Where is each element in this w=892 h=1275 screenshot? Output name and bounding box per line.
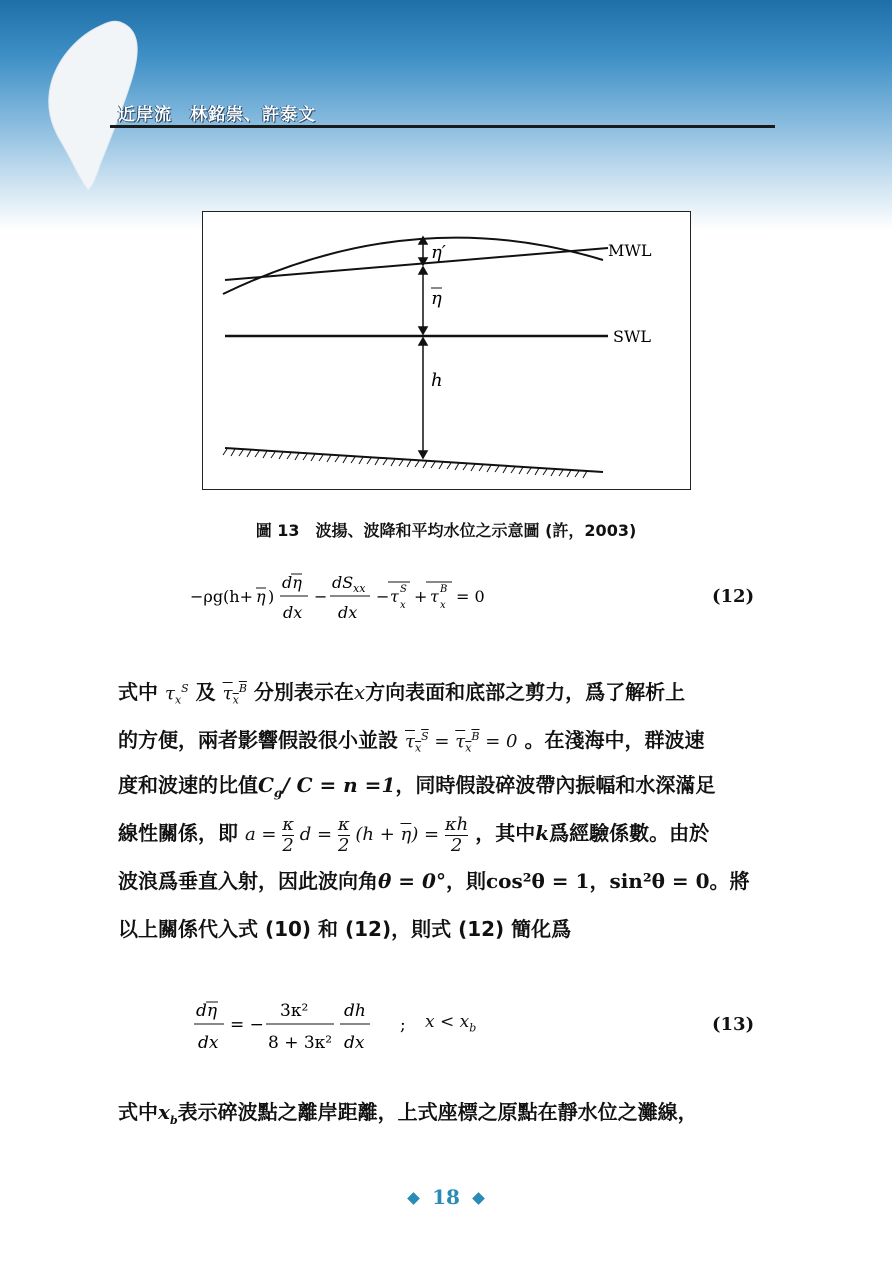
diamond-right-icon [472,1192,485,1205]
page-footer [0,1185,892,1209]
svg-text:xx: xx [353,582,366,595]
svg-text:x: x [400,600,406,611]
svg-text:dS: dS [332,573,354,592]
mwl-line [225,248,608,280]
svg-text:dx: dx [344,1033,365,1053]
svg-text:;: ; [400,1015,406,1035]
svg-text:dh: dh [344,1001,366,1021]
seabed-hatching [223,449,587,478]
svg-text:η: η [256,587,266,606]
svg-text:= −: = − [230,1015,264,1035]
svg-text:−ρg(h+: −ρg(h+ [190,587,254,606]
diamond-left-icon [407,1192,420,1205]
equation-13-number: (13) [712,1014,755,1035]
svg-text:+: + [414,587,428,606]
para1-line-1: 式中 $\tau_x^S$ 及 $\tau_x^B$ 分別表示在x方向表面和底部之剪力，爲了解析上 [118,680,686,707]
para1-line-3: 度和波速的比值$C_g/$ C = n =1，同時假設碎波帶內振幅和水深滿足 [118,773,716,800]
svg-text:dx: dx [338,603,358,622]
svg-text:= 0: = 0 [456,587,485,606]
paragraph-1 [118,665,778,953]
svg-text:dη: dη [282,573,302,592]
page-number: 18 [432,1185,460,1209]
svg-text:3κ²: 3κ² [280,1001,309,1021]
para1-line-4: 線性關係，即 a = $\frac{\kappa}{2}$ d = $\frac{\kappa}{2}$ $(h + \overline{\eta})$ = $\frac{\kappa h}{2}$ ，其中k爲經驗係數。由於 [118,813,710,856]
svg-text:S: S [400,584,407,595]
equation-13-condition: $x < x_b$ [425,1012,477,1035]
para1-line-5: 波浪爲垂直入射，因此波向角θ = 0°，則cos²θ = 1，sin²θ = 0。將 [118,869,750,893]
svg-text:): ) [268,587,275,606]
mwl-label: MWL [608,241,652,260]
figure-frame [202,211,691,490]
wave-crest-curve [223,238,603,294]
para1-line-2: 的方便，兩者影響假設很小並設 $\tau_x^S = \tau_x^B = 0$ 。在淺海中，群波速 [118,728,705,755]
eta-prime-label: η′ [431,242,446,263]
svg-text:−: − [314,587,328,606]
header-rule [110,125,775,128]
svg-text:x: x [440,600,446,611]
figure-caption: 圖 13 波揚、波降和平均水位之示意圖 (許，2003) [255,521,637,540]
running-header: 近岸流 林銘崇、許泰文 [118,105,316,125]
paragraph-2: 式中$x_b$表示碎波點之離岸距離，上式座標之原點在靜水位之灘線， [118,1100,698,1127]
dimension-arrows [419,237,427,458]
para1-line-6: 以上關係代入式 (10) 和 (12)，則式 (12) 簡化爲 [118,917,572,941]
svg-text:τ: τ [430,587,439,606]
svg-text:−: − [376,587,390,606]
svg-text:dη: dη [196,1001,218,1021]
svg-text:8 + 3κ²: 8 + 3κ² [268,1033,333,1053]
equation-12-number: (12) [712,586,755,607]
svg-text:dx: dx [198,1033,219,1053]
swl-label: SWL [613,327,652,346]
svg-text:τ: τ [390,587,399,606]
depth-label: h [431,370,443,391]
eta-bar-label: η [431,288,442,309]
svg-text:dx: dx [283,603,303,622]
svg-text:B: B [440,584,448,595]
equation-12 [190,568,550,628]
wave-setup-diagram [203,212,690,489]
seabed-line [225,448,603,472]
